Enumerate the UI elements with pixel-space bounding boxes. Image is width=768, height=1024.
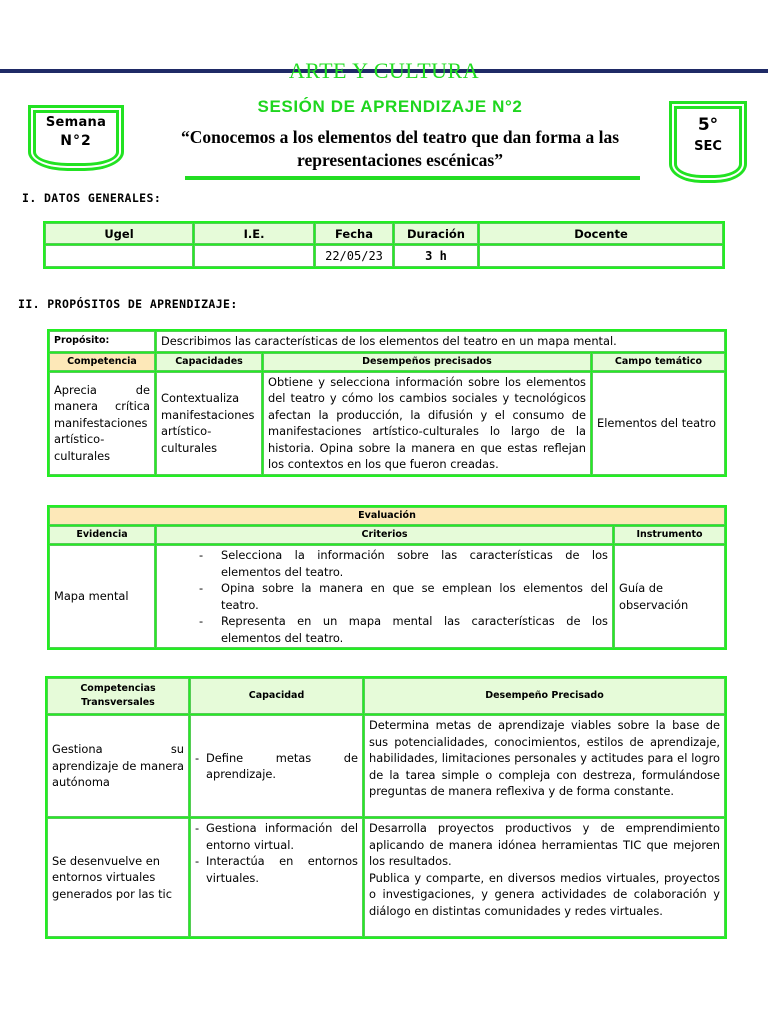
- col-capacidades: Capacidades: [157, 354, 261, 370]
- criterios-list: [161, 547, 608, 646]
- col-capacidad: Capacidad: [191, 679, 362, 713]
- list-item: - Interactúa en entornos virtuales.: [195, 853, 358, 886]
- competencias-transversales-table: [45, 676, 727, 939]
- proposito-label: Propósito:: [50, 332, 154, 351]
- capacidad-cell: [191, 716, 362, 816]
- list-item: - Selecciona la información sobre las características de los elementos del teatro.: [199, 547, 608, 580]
- desempenos-cell: Obtiene y selecciona información sobre los elementos del teatro y cómo los cambios sociales y tecnológicos afectan la producción, la difusión y el consumo de manifestaciones artístico-culturales lo largo de la historia. Opina sobre la manera en que estas reflejan los contextos en los que fueron creadas.: [264, 373, 590, 474]
- list-item: - Define metas de aprendizaje.: [195, 750, 358, 783]
- propositos-heading: II. PROPÓSITOS DE APRENDIZAJE:: [18, 297, 238, 311]
- col-desempeno-precisado: Desempeño Precisado: [365, 679, 724, 713]
- campo-cell: Elementos del teatro: [593, 373, 724, 474]
- session-title: SESIÓN DE APRENDIZAJE N°2: [257, 97, 523, 116]
- table-row: [50, 546, 724, 647]
- col-criterios: Criterios: [157, 527, 612, 543]
- grade-badge: [674, 106, 742, 178]
- proposito-row: [50, 332, 724, 351]
- table-row: [50, 373, 724, 474]
- ugel-value: [46, 246, 192, 266]
- duracion-value: 3 h: [395, 246, 477, 266]
- evaluacion-table: [47, 505, 727, 650]
- col-campo: Campo temático: [593, 354, 724, 370]
- competencia-cell: Gestiona su aprendizaje de manera autónoma: [48, 716, 188, 816]
- title-underline: [185, 176, 640, 180]
- evaluacion-title-row: [50, 508, 724, 524]
- ie-value: [195, 246, 313, 266]
- table-header-row: [48, 679, 724, 713]
- main-title-line-2: representaciones escénicas”: [297, 150, 503, 170]
- list-item: - Representa en un mapa mental las características de los elementos del teatro.: [199, 613, 608, 646]
- datos-generales-table: [43, 221, 725, 269]
- competencia-cell: Aprecia de manera crítica manifestaciones artístico-culturales: [50, 373, 154, 474]
- col-ugel: Ugel: [46, 224, 192, 243]
- criterios-cell: [157, 546, 612, 647]
- capacidad-list: [195, 820, 358, 886]
- main-title-line-1: “Conocemos a los elementos del teatro que dan forma a las: [180, 127, 620, 147]
- list-item: - Opina sobre la manera en que se emplean los elementos del teatro.: [199, 580, 608, 613]
- col-competencias-transversales: Competencias Transversales: [48, 679, 188, 713]
- table-header-row: [50, 354, 724, 370]
- desempeno-cell: Determina metas de aprendizaje viables sobre la base de sus potencialidades, conocimientos, estilos de aprendizaje, habilidades, limitaciones personales y actitudes para el logro de la tarea simple o compleja con destreza, formulándose preguntas de manera reflexiva y de forma constante.: [365, 716, 724, 816]
- evaluacion-title: Evaluación: [50, 508, 724, 524]
- fecha-value: 22/05/23: [316, 246, 392, 266]
- desempeno-paragraph: Publica y comparte, en diversos medios virtuales, proyectos o investigaciones, y genera actividades de colaboración y diálogo en distintas comunidades y redes virtuales.: [369, 870, 720, 918]
- list-item: - Gestiona información del entorno virtual.: [195, 820, 358, 853]
- col-ie: I.E.: [195, 224, 313, 243]
- col-docente: Docente: [480, 224, 722, 243]
- capacidad-cell: [191, 819, 362, 936]
- main-title: [140, 126, 660, 172]
- table-row: [48, 819, 724, 936]
- table-row: [46, 246, 722, 266]
- evidencia-cell: Mapa mental: [50, 546, 154, 647]
- week-number: N°2: [60, 133, 92, 149]
- desempeno-paragraph: Desarrolla proyectos productivos y de emprendimiento aplicando de manera idónea herramientas TIC que mejoren los resultados.: [369, 821, 720, 868]
- week-badge: [33, 110, 119, 166]
- grade-level: SEC: [694, 139, 722, 154]
- instrumento-cell: Guía de observación: [615, 546, 724, 647]
- table-header-row: [50, 527, 724, 543]
- col-desempenos: Desempeños precisados: [264, 354, 590, 370]
- desempeno-cell: [365, 819, 724, 936]
- capacidades-cell: Contextualiza manifestaciones artístico-culturales: [157, 373, 261, 474]
- col-evidencia: Evidencia: [50, 527, 154, 543]
- proposito-text: Describimos las características de los elementos del teatro en un mapa mental.: [157, 332, 724, 351]
- col-fecha: Fecha: [316, 224, 392, 243]
- area-title: ARTE Y CULTURA: [288, 58, 480, 83]
- propositos-table: [47, 329, 727, 477]
- competencia-cell: Se desenvuelve en entornos virtuales generados por las tic: [48, 819, 188, 936]
- capacidad-list: [195, 750, 358, 783]
- table-header-row: [46, 224, 722, 243]
- grade-number: 5°: [697, 115, 719, 135]
- col-instrumento: Instrumento: [615, 527, 724, 543]
- table-row: [48, 716, 724, 816]
- docente-value: [480, 246, 722, 266]
- datos-heading: I. DATOS GENERALES:: [22, 191, 162, 205]
- col-competencia: Competencia: [50, 354, 154, 370]
- col-duracion: Duración: [395, 224, 477, 243]
- week-label: Semana: [45, 115, 107, 130]
